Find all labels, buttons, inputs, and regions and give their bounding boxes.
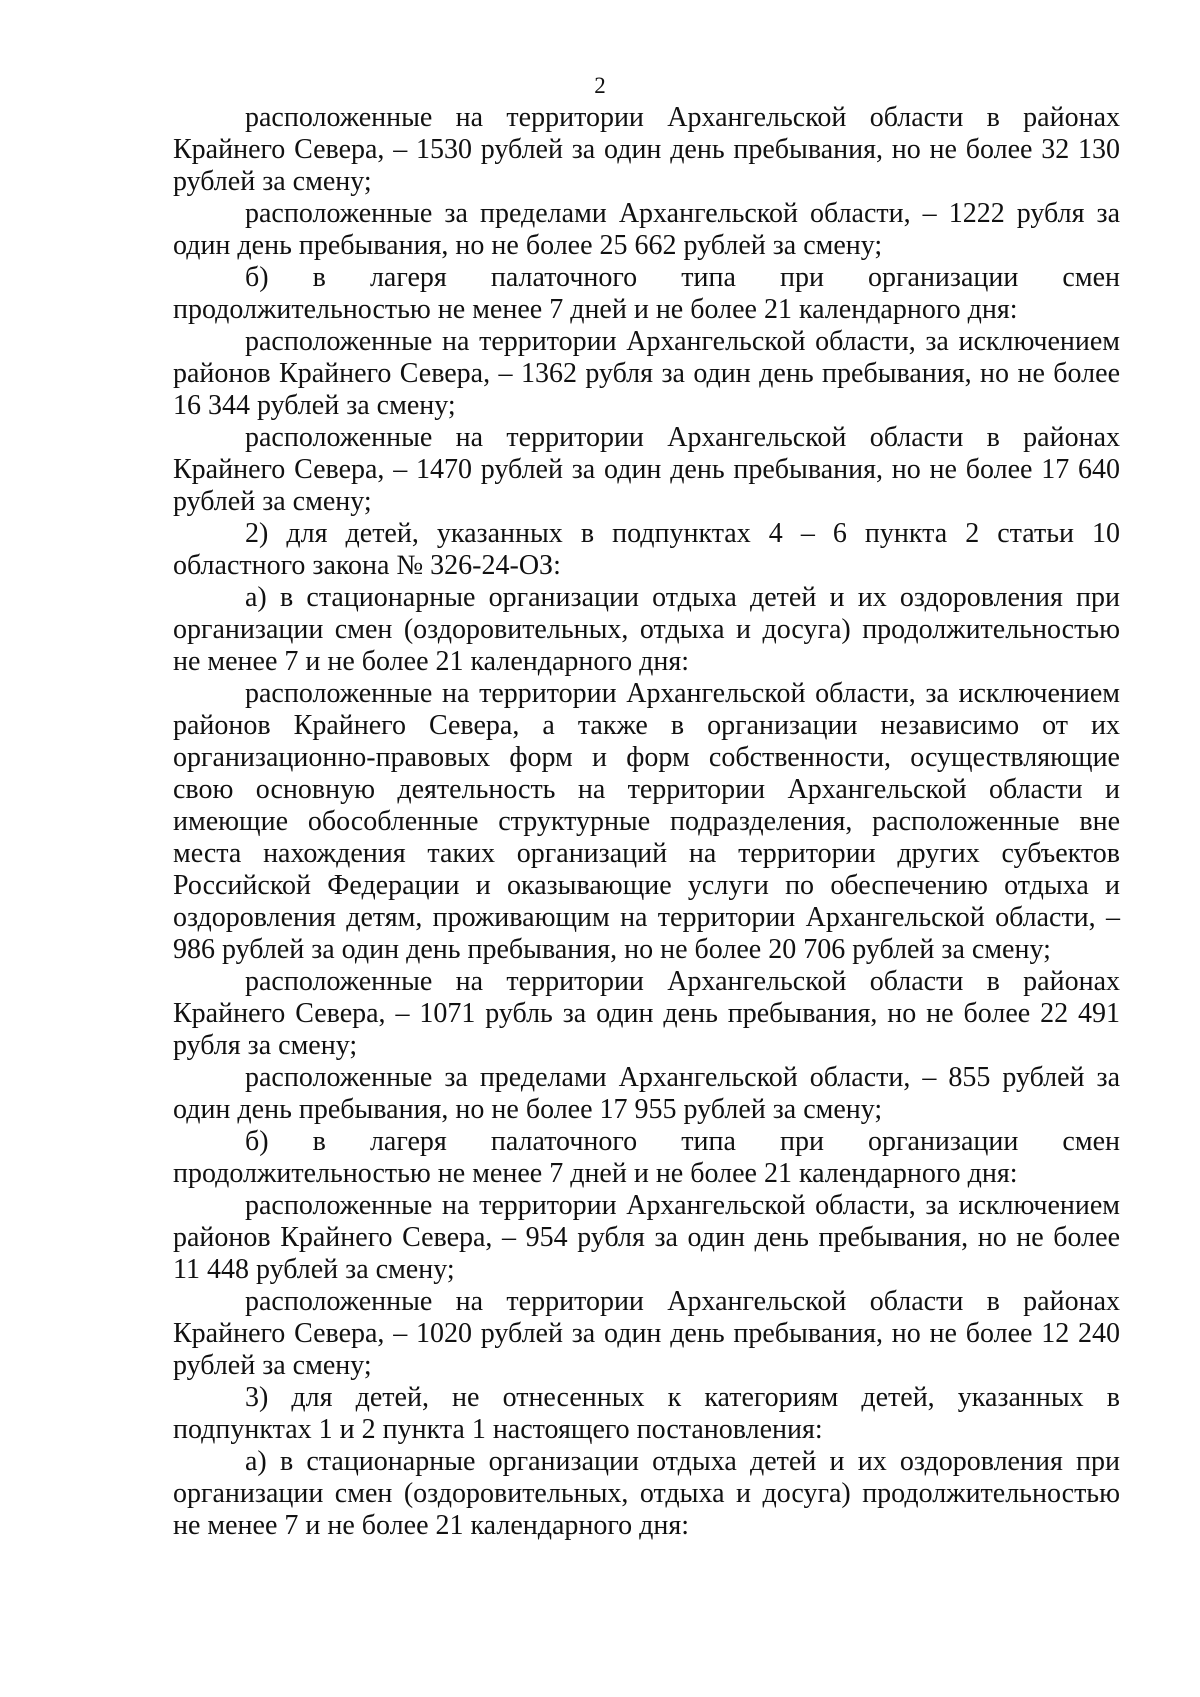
paragraph: расположенные на территории Архангельской области, за исключением районов Крайнего Севера, а также в организации независимо от их организационно-правовых форм и форм собственности, осуществляющие свою основную деятельность на территории Архангельской области и имеющие обособленные структурные подразделения, расположенные вне места нахождения таких организаций на территории других субъектов Российской Федерации и оказывающие услуги по обеспечению отдыха и оздоровления детям, проживающим на территории Архангельской области, – 986 рублей за один день пребывания, но не более 20 706 рублей за смену;: [173, 678, 1120, 965]
paragraph: б) в лагеря палаточного типа при организации смен продолжительностью не менее 7 дней и не более 21 календарного дня:: [173, 1126, 1120, 1189]
paragraph: б) в лагеря палаточного типа при организации смен продолжительностью не менее 7 дней и не более 21 календарного дня:: [173, 262, 1120, 325]
paragraph: расположенные за пределами Архангельской области, – 855 рублей за один день пребывания, но не более 17 955 рублей за смену;: [173, 1062, 1120, 1125]
paragraph: а) в стационарные организации отдыха детей и их оздоровления при организации смен (оздоровительных, отдыха и досуга) продолжительностью не менее 7 и не более 21 календарного дня:: [173, 582, 1120, 677]
document-body: [173, 102, 1120, 1542]
paragraph: расположенные на территории Архангельской области, за исключением районов Крайнего Севера, – 954 рубля за один день пребывания, но не более 11 448 рублей за смену;: [173, 1190, 1120, 1285]
paragraph: расположенные на территории Архангельской области в районах Крайнего Севера, – 1530 рублей за один день пребывания, но не более 32 130 рублей за смену;: [173, 102, 1120, 197]
paragraph: 3) для детей, не отнесенных к категориям детей, указанных в подпунктах 1 и 2 пункта 1 настоящего постановления:: [173, 1382, 1120, 1445]
paragraph: расположенные на территории Архангельской области в районах Крайнего Севера, – 1020 рублей за один день пребывания, но не более 12 240 рублей за смену;: [173, 1286, 1120, 1381]
paragraph: расположенные на территории Архангельской области в районах Крайнего Севера, – 1470 рублей за один день пребывания, но не более 17 640 рублей за смену;: [173, 422, 1120, 517]
paragraph: расположенные на территории Архангельской области в районах Крайнего Севера, – 1071 рубль за один день пребывания, но не более 22 491 рубля за смену;: [173, 966, 1120, 1061]
paragraph: а) в стационарные организации отдыха детей и их оздоровления при организации смен (оздоровительных, отдыха и досуга) продолжительностью не менее 7 и не более 21 календарного дня:: [173, 1446, 1120, 1541]
paragraph: 2) для детей, указанных в подпунктах 4 – 6 пункта 2 статьи 10 областного закона № 326-24-ОЗ:: [173, 518, 1120, 581]
page-number: 2: [594, 73, 606, 98]
paragraph: расположенные на территории Архангельской области, за исключением районов Крайнего Севера, – 1362 рубля за один день пребывания, но не более 16 344 рублей за смену;: [173, 326, 1120, 421]
paragraph: расположенные за пределами Архангельской области, – 1222 рубля за один день пребывания, но не более 25 662 рублей за смену;: [173, 198, 1120, 261]
